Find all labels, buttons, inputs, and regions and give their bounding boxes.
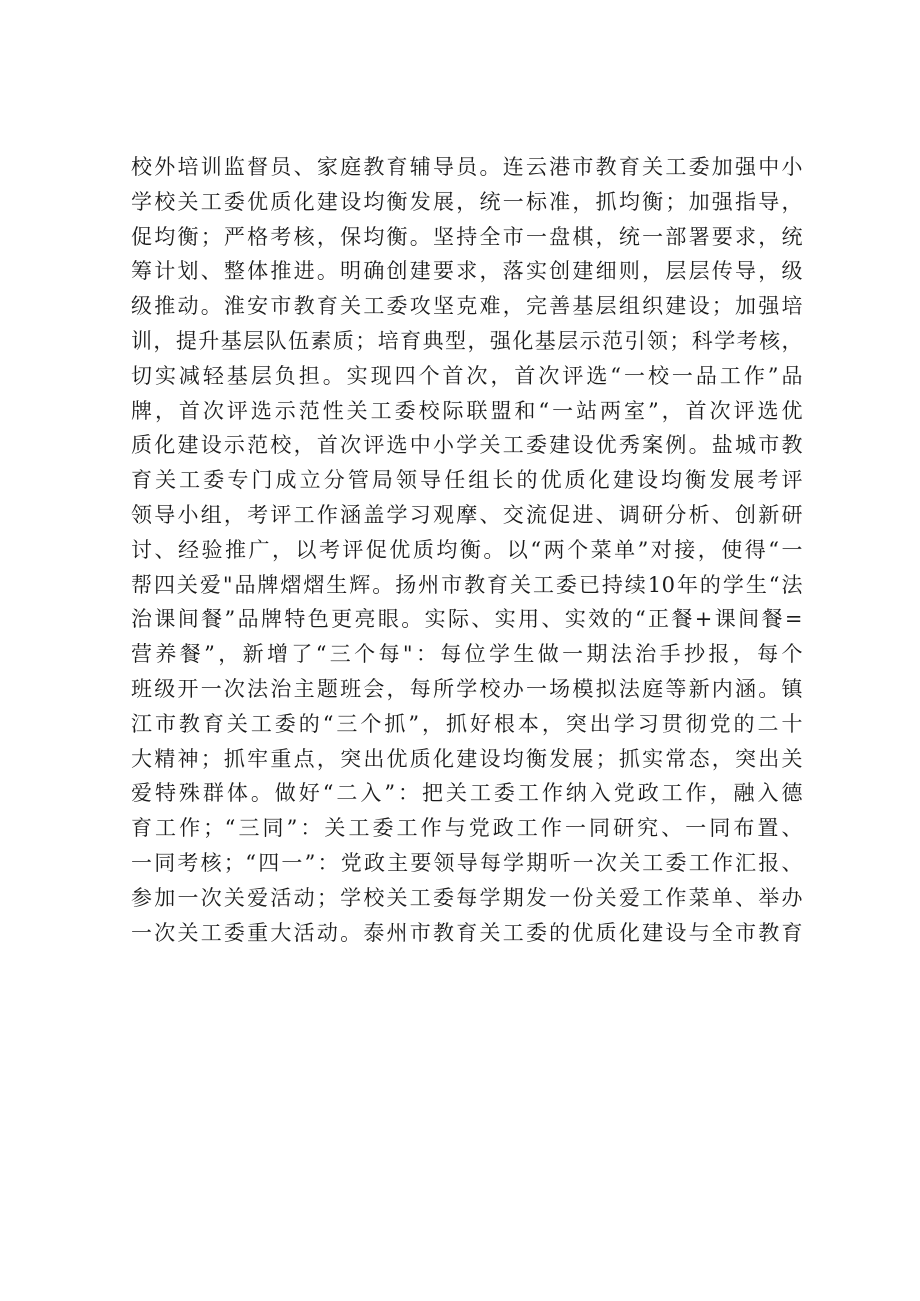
text-line: 参加一次关爱活动；学校关工委每学期发一份关爱工作菜单、举办: [131, 885, 803, 910]
text-line: 筹计划、整体推进。明确创建要求，落实创建细则，层层传导，级: [131, 259, 803, 284]
text-line: 讨、经验推广，以考评促优质均衡。以“两个菜单”对接，使得“一: [131, 537, 803, 562]
text-line: 治课间餐”品牌特色更亮眼。实际、实用、实效的“正餐+课间餐=: [131, 607, 803, 632]
text-line: 切实减轻基层负担。实现四个首次，首次评选“一校一品工作”品: [131, 363, 803, 388]
text-line: 一次关工委重大活动。泰州市教育关工委的优质化建设与全市教育: [131, 920, 803, 945]
text-line: 爱特殊群体。做好“二入”：把关工委工作纳入党政工作，融入德: [131, 781, 803, 806]
text-line: 促均衡；严格考核，保均衡。坚持全市一盘棋，统一部署要求，统: [131, 224, 803, 249]
text-line: 质化建设示范校，首次评选中小学关工委建设优秀案例。盐城市教: [131, 433, 803, 458]
text-line: 江市教育关工委的“三个抓”，抓好根本，突出学习贯彻党的二十: [131, 711, 803, 736]
text-line: 领导小组，考评工作涵盖学习观摩、交流促进、调研分析、创新研: [131, 502, 803, 527]
text-line: 大精神；抓牢重点，突出优质化建设均衡发展；抓实常态，突出关: [131, 746, 803, 771]
text-line: 营养餐”，新增了“三个每"：每位学生做一期法治手抄报，每个: [131, 642, 803, 667]
body-paragraph: [131, 150, 803, 950]
text-line: 牌，首次评选示范性关工委校际联盟和“一站两室”，首次评选优: [131, 398, 803, 423]
text-line: 一同考核；“四一”：党政主要领导每学期听一次关工委工作汇报、: [131, 850, 803, 875]
text-line: 班级开一次法治主题班会，每所学校办一场模拟法庭等新内涵。镇: [131, 676, 803, 701]
text-line: 育关工委专门成立分管局领导任组长的优质化建设均衡发展考评: [131, 468, 803, 493]
text-line: 帮四关爱"品牌熠熠生辉。扬州市教育关工委已持续10年的学生“法: [131, 572, 803, 597]
text-line: 训，提升基层队伍素质；培育典型，强化基层示范引领；科学考核，: [131, 328, 803, 353]
text-line: 学校关工委优质化建设均衡发展，统一标准，抓均衡；加强指导，: [131, 189, 803, 214]
text-line: 级推动。淮安市教育关工委攻坚克难，完善基层组织建设；加强培: [131, 294, 803, 319]
text-line: 校外培训监督员、家庭教育辅导员。连云港市教育关工委加强中小: [131, 155, 803, 179]
text-line: 育工作；“三同”：关工委工作与党政工作一同研究、一同布置、: [131, 816, 803, 841]
